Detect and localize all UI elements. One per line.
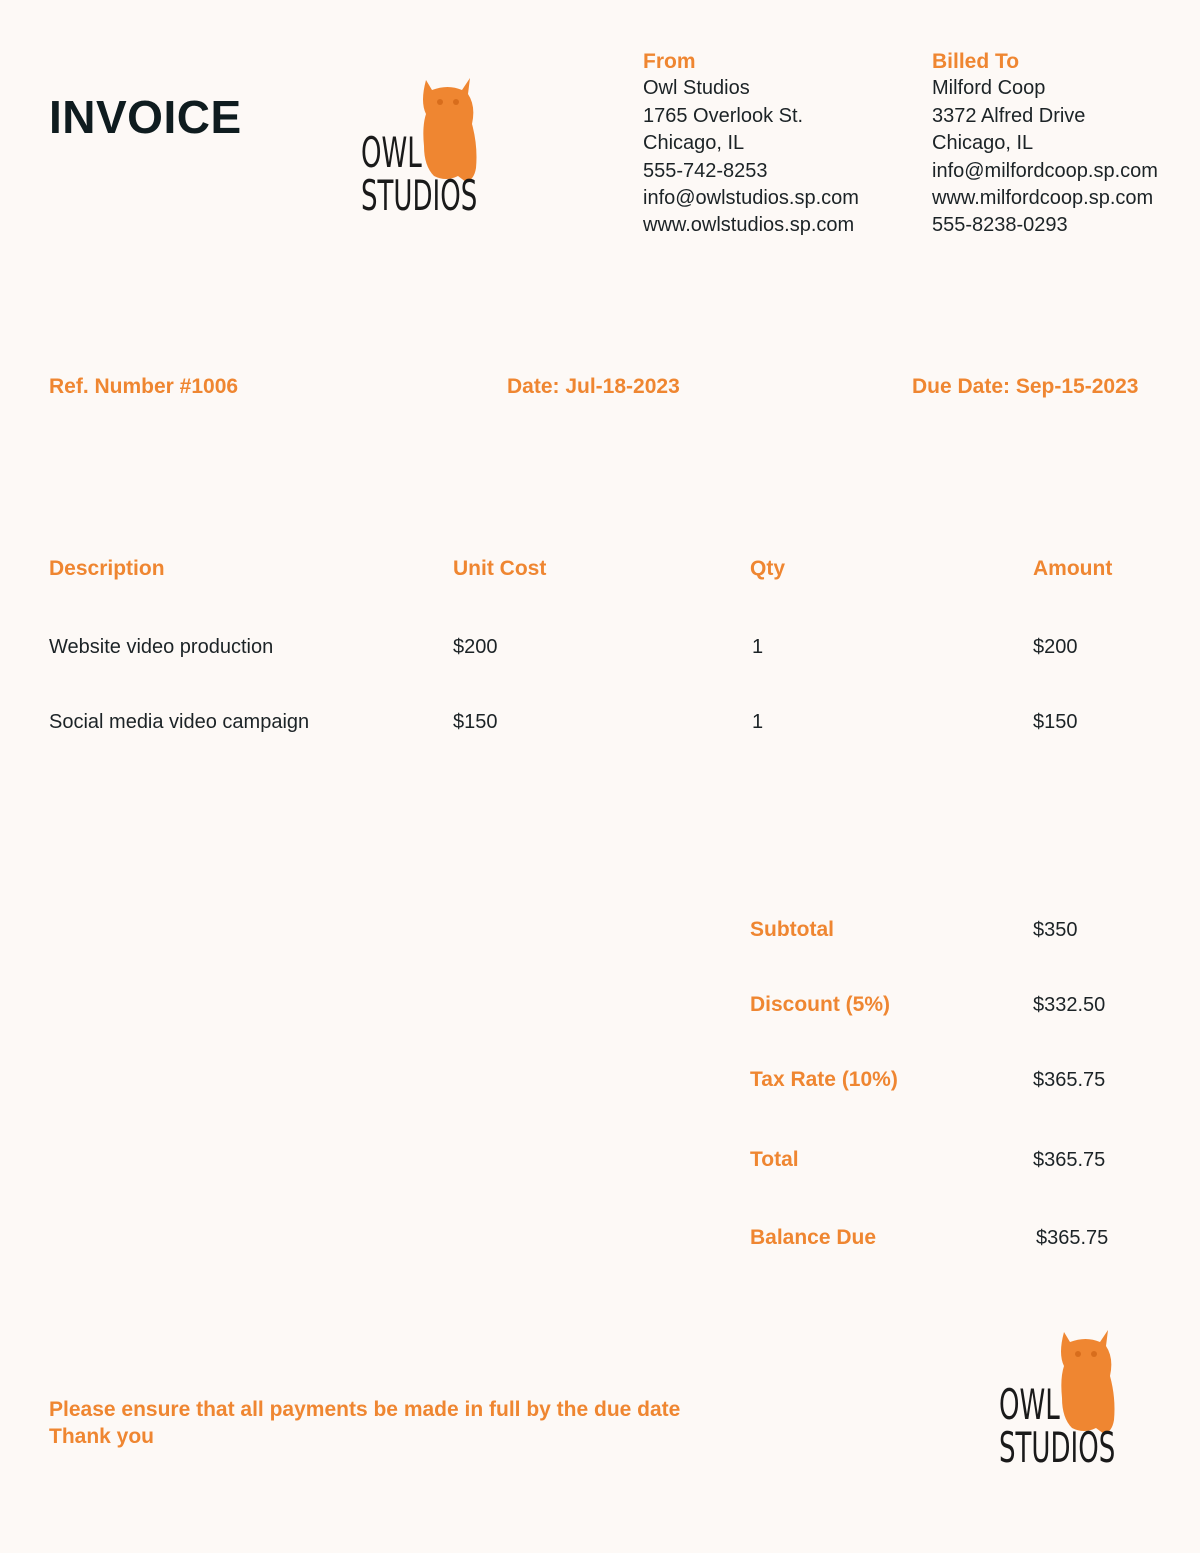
table-row-qty: 1: [752, 711, 764, 733]
table-row-amount: $150: [1033, 711, 1078, 733]
billed-to-address-block: [932, 48, 1158, 240]
invoice-title: INVOICE: [49, 91, 242, 143]
owl-studios-logo-footer: [998, 1328, 1128, 1472]
discount-value: $332.50: [1033, 994, 1106, 1016]
from-line: Chicago, IL: [643, 132, 745, 155]
billed-to-heading: Billed To: [932, 50, 1020, 73]
subtotal-value: $350: [1033, 919, 1078, 941]
column-header-unit-cost: Unit Cost: [453, 557, 547, 580]
billed-to-website[interactable]: www.milfordcoop.sp.com: [932, 187, 1154, 210]
payment-note: Please ensure that all payments be made in full by the due date: [49, 1398, 681, 1421]
logo-text-studios: STUDIOS: [999, 1423, 1116, 1472]
owl-icon: [1056, 1328, 1116, 1438]
table-row-unit-cost: $200: [453, 636, 498, 658]
logo-text-owl: OWL: [999, 1380, 1060, 1429]
table-row-description: Social media video campaign: [49, 711, 310, 733]
from-line: 555-742-8253: [643, 159, 768, 182]
discount-label: Discount (5%): [750, 993, 891, 1016]
table-row-description: Website video production: [49, 636, 274, 658]
from-line: Owl Studios: [643, 77, 750, 100]
owl-icon: [418, 76, 478, 186]
from-address-block: [643, 48, 859, 240]
logo-text-owl: OWL: [361, 128, 422, 177]
billed-to-line: 3372 Alfred Drive: [932, 104, 1086, 127]
column-header-qty: Qty: [750, 557, 786, 580]
billed-to-line: Milford Coop: [932, 77, 1046, 100]
from-website[interactable]: www.owlstudios.sp.com: [643, 214, 855, 237]
balance-due-label: Balance Due: [750, 1226, 877, 1249]
from-email[interactable]: info@owlstudios.sp.com: [643, 187, 859, 210]
invoice-date: Date: Jul-18-2023: [507, 375, 680, 398]
column-header-amount: Amount: [1033, 557, 1113, 580]
from-heading: From: [643, 50, 696, 73]
total-label: Total: [750, 1148, 799, 1171]
ref-number: Ref. Number #1006: [49, 375, 239, 398]
column-header-description: Description: [49, 557, 165, 580]
owl-studios-logo: [360, 76, 490, 220]
billed-to-line: 555-8238-0293: [932, 214, 1068, 237]
table-row-unit-cost: $150: [453, 711, 498, 733]
total-value: $365.75: [1033, 1149, 1106, 1171]
billed-to-email[interactable]: info@milfordcoop.sp.com: [932, 159, 1158, 182]
tax-rate-label: Tax Rate (10%): [750, 1068, 898, 1091]
from-line: 1765 Overlook St.: [643, 104, 804, 127]
footer-note: [49, 1396, 680, 1450]
billed-to-line: Chicago, IL: [932, 132, 1034, 155]
logo-text-studios: STUDIOS: [361, 171, 478, 220]
thank-you-text: Thank you: [49, 1425, 155, 1448]
subtotal-label: Subtotal: [750, 918, 834, 941]
tax-rate-value: $365.75: [1033, 1069, 1106, 1091]
balance-due-value: $365.75: [1036, 1227, 1109, 1249]
due-date: Due Date: Sep-15-2023: [912, 375, 1139, 398]
table-row-qty: 1: [752, 636, 764, 658]
table-row-amount: $200: [1033, 636, 1078, 658]
